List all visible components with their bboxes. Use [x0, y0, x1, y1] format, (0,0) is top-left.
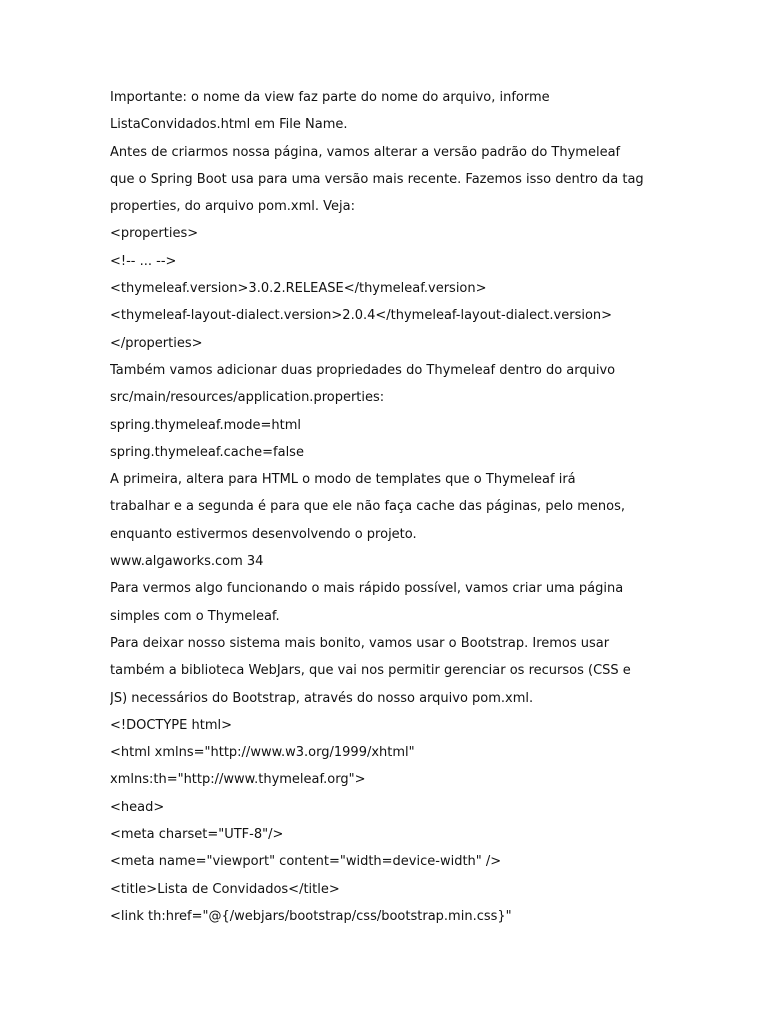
- code-line: <!-- ... -->: [110, 253, 177, 269]
- code-line: <link th:href="@{/webjars/bootstrap/css/bootstrap.min.css}": [110, 908, 512, 924]
- code-line: <meta name="viewport" content="width=device-width" />: [110, 854, 502, 870]
- text-line: simples com o Thymeleaf.: [110, 608, 280, 624]
- text-line: src/main/resources/application.properties:: [110, 390, 385, 406]
- text-line: também a biblioteca WebJars, que vai nos permitir gerenciar os recursos (CSS e: [110, 663, 631, 679]
- text-line: JS) necessários do Bootstrap, através do nosso arquivo pom.xml.: [110, 690, 534, 706]
- code-line: <thymeleaf-layout-dialect.version>2.0.4</thymeleaf-layout-dialect.version>: [110, 308, 613, 324]
- code-line: <head>: [110, 799, 165, 815]
- code-line: spring.thymeleaf.mode=html: [110, 417, 302, 433]
- text-line: Antes de criarmos nossa página, vamos alterar a versão padrão do Thymeleaf: [110, 144, 621, 160]
- text-line: trabalhar e a segunda é para que ele não faça cache das páginas, pelo menos,: [110, 499, 626, 515]
- code-line: <title>Lista de Convidados</title>: [110, 881, 340, 897]
- code-line: <meta charset="UTF-8"/>: [110, 827, 284, 843]
- code-line: <properties>: [110, 226, 199, 242]
- code-line: <thymeleaf.version>3.0.2.RELEASE</thymeleaf.version>: [110, 281, 487, 297]
- code-line: <!DOCTYPE html>: [110, 717, 232, 733]
- text-line: Importante: o nome da view faz parte do nome do arquivo, informe: [110, 90, 550, 105]
- code-line: xmlns:th="http://www.thymeleaf.org">: [110, 772, 366, 788]
- text-line: Para deixar nosso sistema mais bonito, vamos usar o Bootstrap. Iremos usar: [110, 635, 610, 651]
- text-line: Também vamos adicionar duas propriedades do Thymeleaf dentro do arquivo: [110, 362, 616, 378]
- document-page: [110, 84, 730, 930]
- text-line: ListaConvidados.html em File Name.: [110, 117, 348, 133]
- code-line: spring.thymeleaf.cache=false: [110, 444, 304, 460]
- code-line: <html xmlns="http://www.w3.org/1999/xhtml": [110, 745, 415, 761]
- text-line: properties, do arquivo pom.xml. Veja:: [110, 199, 355, 215]
- text-line: A primeira, altera para HTML o modo de templates que o Thymeleaf irá: [110, 472, 576, 488]
- text-line: Para vermos algo funcionando o mais rápido possível, vamos criar uma página: [110, 581, 624, 597]
- text-line: enquanto estivermos desenvolvendo o projeto.: [110, 526, 417, 542]
- code-line: </properties>: [110, 335, 203, 351]
- page-footer-line: www.algaworks.com 34: [110, 554, 264, 570]
- text-line: que o Spring Boot usa para uma versão mais recente. Fazemos isso dentro da tag: [110, 171, 644, 187]
